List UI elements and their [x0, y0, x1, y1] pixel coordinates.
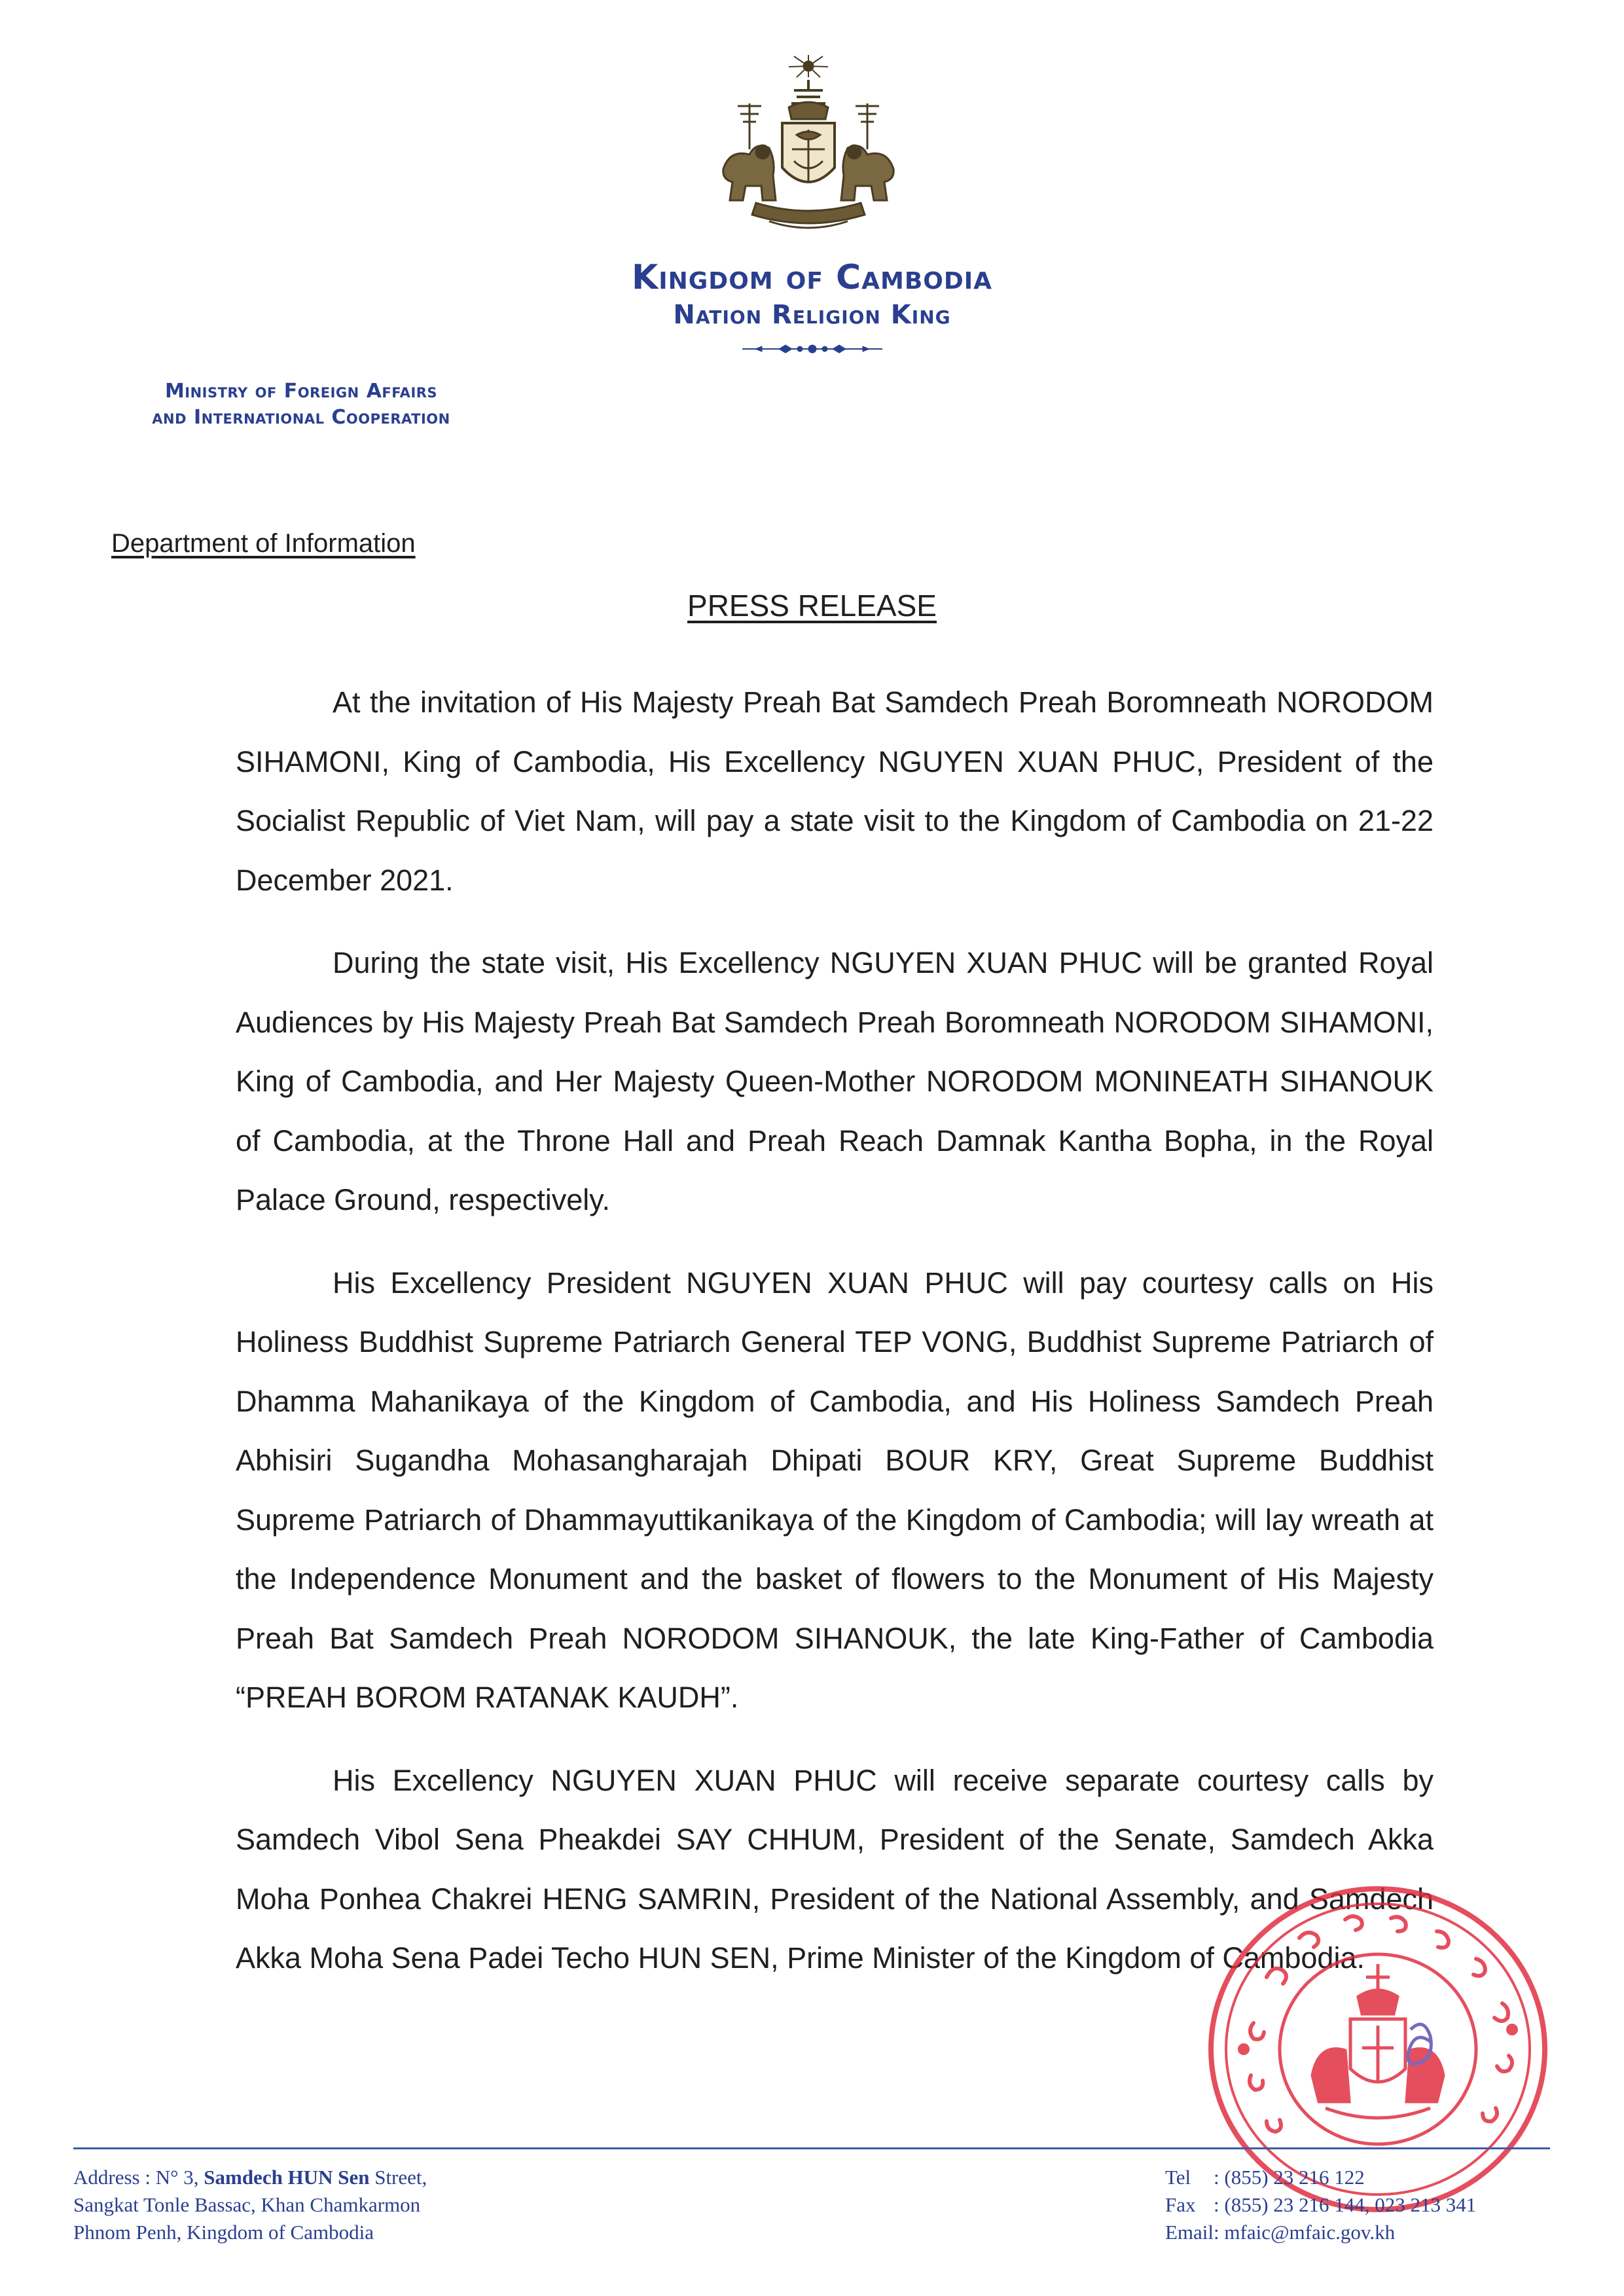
address-line-3: Phnom Penh, Kingdom of Cambodia	[73, 2221, 374, 2244]
address-line-1: Address : N° 3, Samdech HUN Sen Street,	[73, 2166, 427, 2189]
body-paragraph: His Excellency NGUYEN XUAN PHUC will receive separate courtesy calls by Samdech Vibol Sena Pheakdei SAY CHHUM, President of the Senate, Samdech Akka Moha Ponhea Chakrei HENG SAMRIN, President of the National Assembly, and Samdech Akka Moha Sena Padei Techo HUN SEN, Prime Minister of the Kingdom of Cambodia.	[236, 1763, 1434, 1975]
contact-row-email	[1165, 2219, 1476, 2246]
kingdom-title: Kingdom of Cambodia	[631, 258, 993, 297]
body-paragraph: His Excellency President NGUYEN XUAN PHUC will pay courtesy calls on His Holiness Buddhist Supreme Patriarch General TEP VONG, Buddhist Supreme Patriarch of Dhamma Mahanikaya of the Kingdom of Cambodia, and His Holiness Samdech Preah Abhisiri Sugandha Mohasangharajah Dhipati BOUR KRY, Great Supreme Buddhist Supreme Patriarch of Dhammayuttikanikaya of the Kingdom of Cambodia; will lay wreath at the Independence Monument and the basket of flowers to the Monument of His Majesty Preah Bat Samdech Preah NORODOM SIHANOUK, the late King-Father of Cambodia “PREAH BOROM RATANAK KAUDH”.	[236, 1266, 1434, 1714]
decorative-divider-icon	[740, 340, 885, 357]
footer-contact	[1165, 2164, 1476, 2246]
email-value: : mfaic@mfaic.gov.kh	[1214, 2221, 1396, 2244]
tel-label: Tel	[1165, 2166, 1191, 2189]
street-name: Samdech HUN Sen	[204, 2166, 370, 2189]
footer-address	[73, 2164, 427, 2246]
royal-coat-of-arms-icon	[710, 51, 907, 241]
fax-value: : (855) 23 216 144, 023 213 341	[1214, 2193, 1477, 2216]
national-motto: Nation Religion King	[673, 300, 951, 330]
ministry-name-line2: and International Cooperation	[152, 406, 450, 429]
ministry-name-line1: Ministry of Foreign Affairs	[164, 380, 438, 403]
press-release-title: PRESS RELEASE	[687, 589, 937, 623]
fax-label: Fax	[1165, 2193, 1196, 2216]
body-paragraph: At the invitation of His Majesty Preah Bat Samdech Preah Boromneath NORODOM SIHAMONI, King of Cambodia, His Excellency NGUYEN XUAN PHUC, President of the Socialist Republic of Viet Nam, will pay a state visit to the Kingdom of Cambodia on 21-22 December 2021.	[236, 685, 1434, 897]
address-line-2: Sangkat Tonle Bassac, Khan Chamkarmon	[73, 2193, 421, 2216]
contact-row-tel	[1165, 2164, 1476, 2191]
tel-value: : (855) 23 216 122	[1214, 2166, 1365, 2189]
email-label: Email	[1165, 2221, 1214, 2244]
department-label: Department of Information	[111, 529, 416, 558]
footer-divider	[73, 2147, 1550, 2149]
body-paragraph: During the state visit, His Excellency NGUYEN XUAN PHUC will be granted Royal Audiences by His Majesty Preah Bat Samdech Preah Boromneath NORODOM SIHAMONI, King of Cambodia, and Her Majesty Queen-Mother NORODOM MONINEATH SIHANOUK of Cambodia, at the Throne Hall and Preah Reach Damnak Kantha Bopha, in the Royal Palace Ground, respectively.	[236, 946, 1434, 1216]
press-release-body	[236, 673, 1434, 2012]
contact-row-fax	[1165, 2191, 1476, 2219]
